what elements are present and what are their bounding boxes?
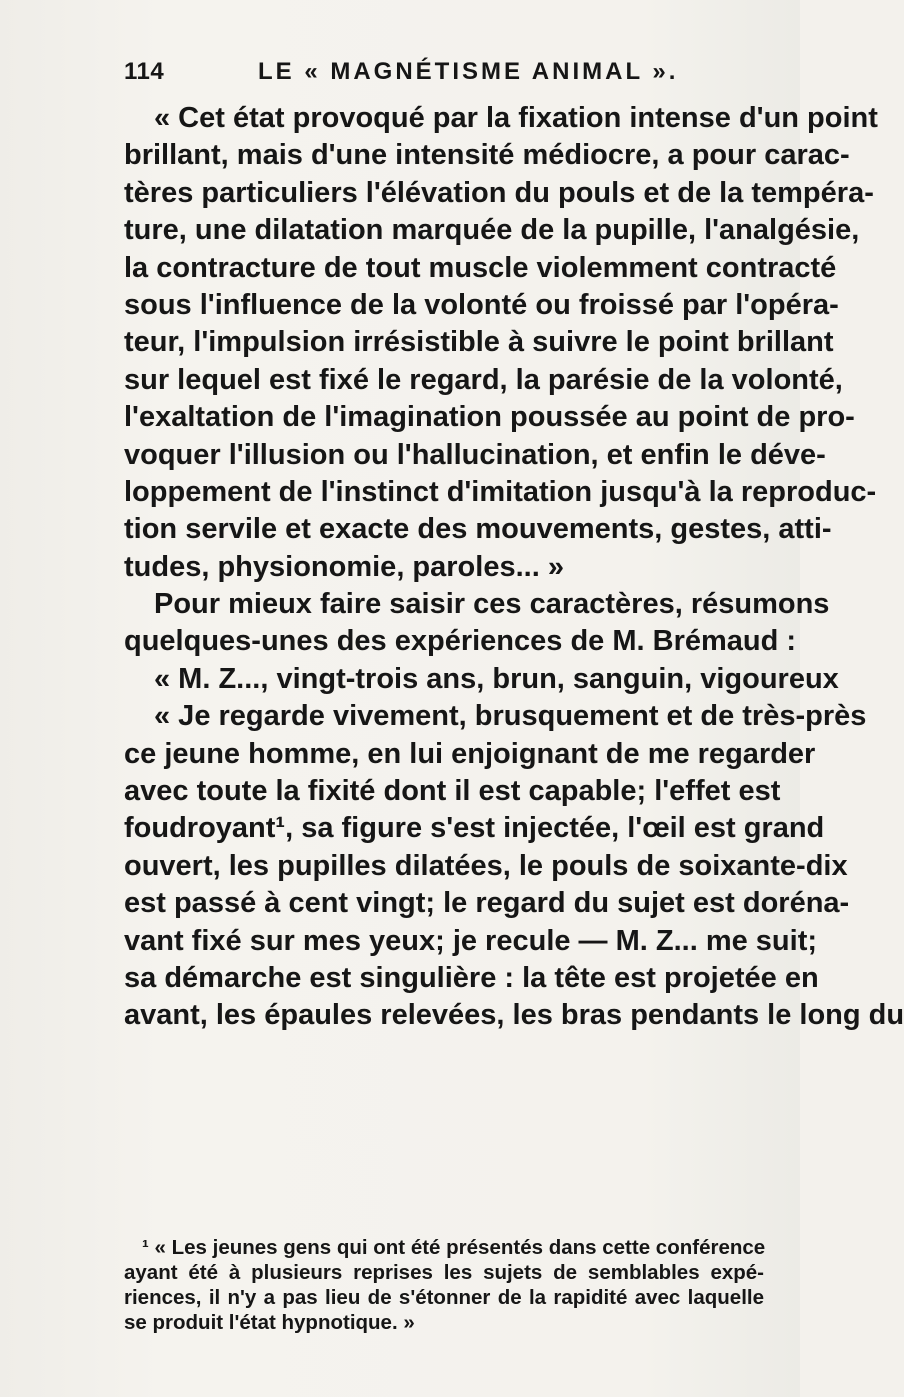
text-line: ce jeune homme, en lui enjoignant de me regarder: [124, 737, 816, 770]
text-line: quelques-unes des expériences de M. Brémaud :: [124, 625, 797, 658]
text-line: l'exaltation de l'imagination poussée au point de pro-: [124, 401, 855, 434]
text-line: tères particuliers l'élévation du pouls et de la tempéra-: [124, 176, 874, 209]
text-line: « Je regarde vivement, brusquement et de très-près: [154, 700, 867, 733]
text-line: vant fixé sur mes yeux; je recule — M. Z... me suit;: [124, 924, 818, 957]
text-line: sous l'influence de la volonté ou froissé par l'opéra-: [124, 288, 839, 321]
footnote-line: ¹ « Les jeunes gens qui ont été présentés dans cette conférence: [142, 1236, 766, 1259]
footnote: [124, 1235, 764, 1335]
text-line: teur, l'impulsion irrésistible à suivre le point brillant: [124, 326, 834, 359]
text-line: loppement de l'instinct d'imitation jusqu'à la reproduc-: [124, 475, 877, 508]
footnote-line: ayant été à plusieurs reprises les sujets de semblables expé-: [124, 1261, 764, 1284]
footnote-line: riences, il n'y a pas lieu de s'étonner de la rapidité avec laquelle: [124, 1286, 764, 1309]
text-line: brillant, mais d'une intensité médiocre, a pour carac-: [124, 139, 850, 172]
text-line: « Cet état provoqué par la fixation intense d'un point: [154, 102, 878, 134]
text-line: tudes, physionomie, paroles... »: [124, 550, 564, 583]
text-line: sur lequel est fixé le regard, la parésie de la volonté,: [124, 363, 843, 396]
text-line: la contracture de tout muscle violemment contracté: [124, 251, 837, 284]
running-title: LE « MAGNÉTISME ANIMAL ».: [258, 58, 679, 85]
text-line: sa démarche est singulière : la tête est projetée en: [124, 961, 819, 994]
body-text: [124, 100, 904, 1035]
text-line: avec toute la fixité dont il est capable; l'effet est: [124, 775, 781, 808]
text-line: voquer l'illusion ou l'hallucination, et enfin le déve-: [124, 438, 826, 471]
text-line: ouvert, les pupilles dilatées, le pouls de soixante-dix: [124, 849, 848, 882]
text-line: foudroyant¹, sa figure s'est injectée, l'œil est grand: [124, 812, 825, 845]
text-line: est passé à cent vingt; le regard du sujet est doréna-: [124, 887, 850, 920]
footnote-line: se produit l'état hypnotique. »: [124, 1311, 415, 1334]
text-line: avant, les épaules relevées, les bras pendants le long du: [124, 999, 904, 1032]
page-header: [124, 58, 724, 94]
page-number: 114: [124, 58, 165, 85]
text-line: Pour mieux faire saisir ces caractères, résumons: [154, 588, 830, 621]
text-line: ture, une dilatation marquée de la pupille, l'analgésie,: [124, 214, 860, 247]
text-line: « M. Z..., vingt-trois ans, brun, sanguin, vigoureux: [154, 662, 839, 695]
text-line: tion servile et exacte des mouvements, gestes, atti-: [124, 513, 832, 546]
